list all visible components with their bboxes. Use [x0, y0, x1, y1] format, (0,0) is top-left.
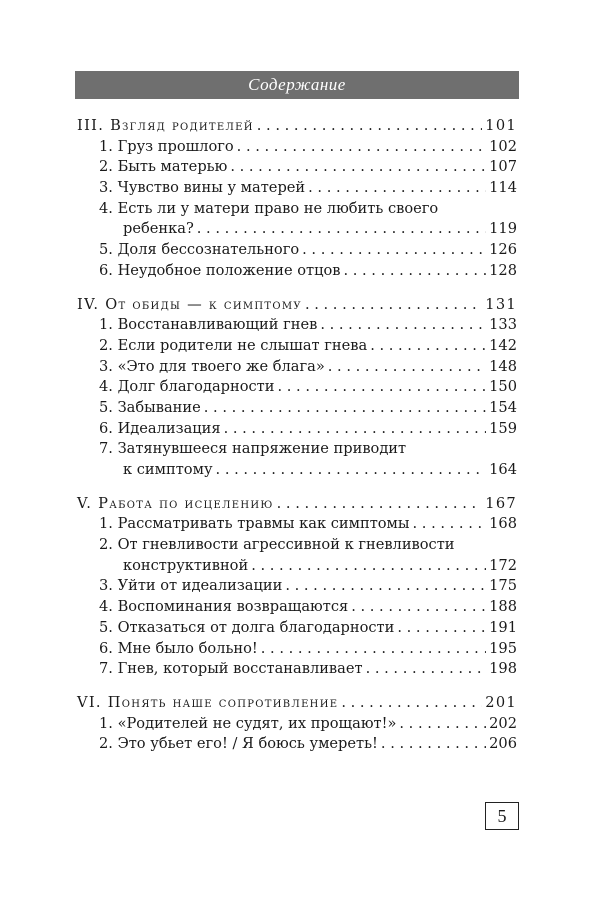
section-gap [77, 481, 517, 494]
toc-entry-row[interactable] [77, 137, 517, 158]
toc-page-number: 126 [489, 241, 517, 259]
toc-entry-row[interactable] [77, 639, 517, 660]
toc-page-number: 175 [489, 577, 517, 595]
toc-page-number: 172 [489, 556, 517, 574]
toc-entry-row[interactable] [77, 576, 517, 597]
toc-entry-row[interactable] [77, 261, 517, 282]
toc-entry-title: 2. Если родители не слышат гнева [99, 336, 368, 354]
toc-entry-title: 1. Рассматривать травмы как симптомы [99, 515, 410, 533]
dot-leader [261, 639, 486, 660]
toc-entry-row[interactable] [77, 618, 517, 639]
toc-entry-title: 7. Затянувшееся напряжение приводит [99, 440, 407, 458]
toc-entry-row[interactable] [77, 514, 517, 535]
toc-entry-title: 4. Воспоминания возвращаются [99, 598, 349, 616]
dot-leader [341, 693, 482, 714]
page-number-box [485, 802, 519, 830]
toc-entry-title: 5. Отказаться от долга благодарности [99, 618, 395, 636]
toc-page-number: 198 [489, 660, 517, 678]
dot-leader [381, 734, 486, 755]
toc-entry-title: конструктивной [123, 556, 249, 574]
toc-entry-title: 7. Гнев, который восстанавливает [99, 660, 363, 678]
dot-leader [370, 336, 486, 357]
toc-entry-row[interactable] [77, 199, 517, 220]
toc-page-number: 168 [489, 515, 517, 533]
toc-entry-title: 2. Быть матерью [99, 158, 228, 176]
toc-entry-title: 1. «Родителей не судят, их прощают!» [99, 714, 397, 732]
toc-entry-row[interactable] [77, 398, 517, 419]
toc-section-title: VI. Понять наше сопротивление [77, 693, 339, 711]
toc-entry-row[interactable] [77, 597, 517, 618]
toc-page-number: 148 [489, 357, 517, 375]
toc-page-number: 201 [485, 693, 517, 711]
toc-page-number: 154 [489, 398, 517, 416]
toc-entry-row[interactable] [77, 419, 517, 440]
toc-entry-title: 1. Груз прошлого [99, 137, 234, 155]
toc-entry-row[interactable] [77, 240, 517, 261]
dot-leader [302, 240, 486, 261]
toc-page-number: 102 [489, 137, 517, 155]
toc-header-title: Содержание [248, 75, 346, 94]
toc-page-number: 150 [489, 378, 517, 396]
toc-page-number: 114 [489, 179, 517, 197]
toc-entry-title: 5. Забывание [99, 398, 201, 416]
toc-entry-title: 3. «Это для твоего же блага» [99, 357, 325, 375]
toc-page-number: 188 [489, 598, 517, 616]
toc-page-number: 142 [489, 336, 517, 354]
toc-entry-row[interactable] [77, 460, 517, 481]
toc-entry-row[interactable] [77, 219, 517, 240]
dot-leader [224, 419, 487, 440]
toc-entry-row[interactable] [77, 336, 517, 357]
toc-entry-title: к симптому [123, 461, 213, 478]
toc-entry-row[interactable] [77, 377, 517, 398]
toc-page-number: 191 [489, 618, 517, 636]
dot-leader [277, 377, 486, 398]
toc-entry-title: 4. Есть ли у матери право не любить своего [99, 199, 439, 217]
toc-entry-row[interactable] [77, 714, 517, 735]
toc-entry-row[interactable] [77, 535, 517, 556]
dot-leader [305, 295, 482, 316]
table-of-contents [77, 116, 517, 755]
toc-page-number: 133 [489, 316, 517, 334]
dot-leader [197, 219, 486, 240]
toc-entry-title: 5. Доля бессознательного [99, 241, 300, 259]
toc-entry-title: ребенка? [123, 220, 194, 238]
toc-page-number: 101 [485, 117, 517, 134]
toc-page-number: 202 [489, 714, 517, 732]
toc-section-row[interactable] [77, 693, 517, 714]
toc-header [75, 71, 519, 99]
toc-entry-title: 2. Это убьет его! / Я боюсь умереть! [99, 735, 378, 753]
toc-page-number: 206 [489, 735, 517, 753]
toc-entry-row[interactable] [77, 734, 517, 755]
toc-entry-title: 3. Уйти от идеализации [99, 577, 283, 595]
dot-leader [216, 460, 487, 481]
toc-entry-title: 6. Идеализация [99, 419, 221, 437]
dot-leader [285, 576, 486, 597]
dot-leader [328, 357, 486, 378]
toc-entry-row[interactable] [77, 157, 517, 178]
toc-entry-row[interactable] [77, 556, 517, 577]
dot-leader [320, 315, 486, 336]
toc-section-row[interactable] [77, 494, 517, 515]
dot-leader [251, 556, 486, 577]
dot-leader [413, 514, 487, 535]
toc-entry-title: 4. Долг благодарности [99, 378, 275, 396]
toc-entry-row[interactable] [77, 315, 517, 336]
toc-entry-row[interactable] [77, 357, 517, 378]
section-gap [77, 680, 517, 693]
section-gap [77, 282, 517, 295]
toc-page-number: 107 [489, 158, 517, 176]
toc-entry-row[interactable] [77, 439, 517, 460]
dot-leader [230, 157, 486, 178]
toc-page-number: 167 [485, 494, 517, 512]
toc-page-number: 119 [489, 220, 517, 238]
toc-section-row[interactable] [77, 295, 517, 316]
toc-page-number: 159 [489, 419, 517, 437]
toc-section-row[interactable] [77, 116, 517, 137]
dot-leader [366, 659, 487, 680]
dot-leader [237, 137, 486, 158]
toc-page-number: 128 [489, 261, 517, 279]
dot-leader [399, 714, 486, 735]
dot-leader [343, 261, 486, 282]
toc-page-number: 195 [489, 639, 517, 657]
dot-leader [257, 116, 482, 137]
toc-page-number: 164 [489, 461, 517, 478]
toc-entry-title: 3. Чувство вины у матерей [99, 179, 306, 197]
toc-section-title: IV. От обиды — к симптому [77, 295, 302, 313]
toc-entry-row[interactable] [77, 178, 517, 199]
toc-entry-row[interactable] [77, 659, 517, 680]
toc-entry-title: 2. От гневливости агрессивной к гневливости [99, 536, 455, 554]
dot-leader [277, 494, 483, 515]
toc-entry-title: 1. Восстанавливающий гнев [99, 316, 318, 334]
toc-section-title: III. Взгляд родителей [77, 117, 254, 134]
dot-leader [397, 618, 486, 639]
dot-leader [204, 398, 486, 419]
dot-leader [308, 178, 486, 199]
toc-page-number: 131 [485, 295, 517, 313]
toc-entry-title: 6. Мне было больно! [99, 639, 258, 657]
page-number: 5 [497, 805, 507, 826]
toc-section-title: V. Работа по исцелению [77, 494, 274, 512]
toc-entry-title: 6. Неудобное положение отцов [99, 261, 341, 279]
dot-leader [351, 597, 486, 618]
